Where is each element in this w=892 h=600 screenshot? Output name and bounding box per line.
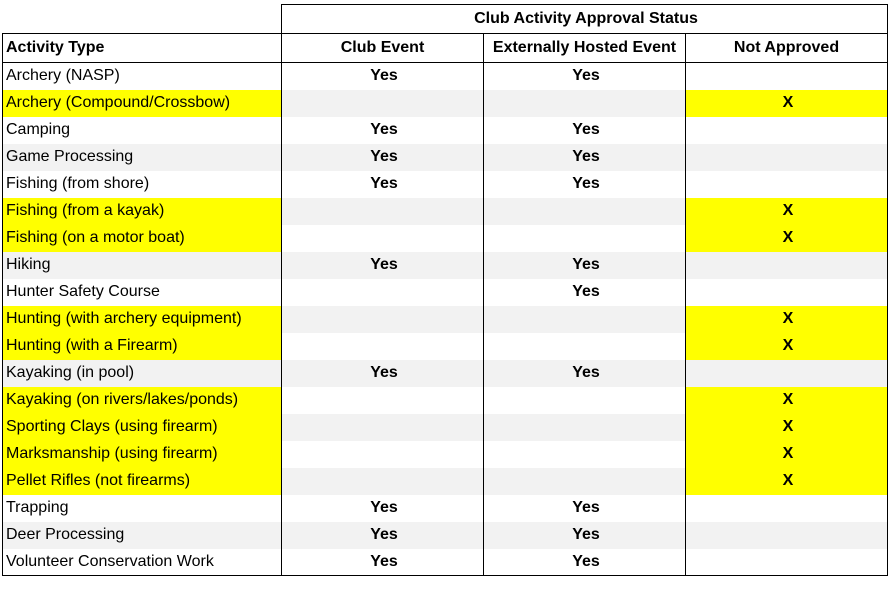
externally-hosted-event-cell: Yes: [484, 117, 686, 144]
club-event-cell: [282, 198, 484, 225]
club-event-cell: [282, 279, 484, 306]
not-approved-cell: [686, 117, 888, 144]
activity-type-cell: Fishing (from a kayak): [3, 198, 282, 225]
column-header-not-approved: Not Approved: [686, 34, 888, 63]
activity-type-cell: Marksmanship (using firearm): [3, 441, 282, 468]
externally-hosted-event-cell: [484, 90, 686, 117]
table-row: [3, 441, 888, 468]
activity-type-cell: Trapping: [3, 495, 282, 522]
activity-type-cell: Archery (Compound/Crossbow): [3, 90, 282, 117]
not-approved-cell: X: [686, 306, 888, 333]
approval-status-table: [2, 4, 888, 576]
not-approved-cell: [686, 252, 888, 279]
club-event-cell: Yes: [282, 360, 484, 387]
activity-type-cell: Hunter Safety Course: [3, 279, 282, 306]
table-row: [3, 171, 888, 198]
column-header-row: [3, 34, 888, 63]
activity-type-cell: Deer Processing: [3, 522, 282, 549]
club-event-cell: [282, 306, 484, 333]
table-row: [3, 144, 888, 171]
not-approved-cell: [686, 495, 888, 522]
externally-hosted-event-cell: Yes: [484, 144, 686, 171]
super-header-title: Club Activity Approval Status: [282, 5, 888, 34]
externally-hosted-event-cell: [484, 387, 686, 414]
activity-type-cell: Kayaking (in pool): [3, 360, 282, 387]
table-row: [3, 198, 888, 225]
club-event-cell: [282, 387, 484, 414]
not-approved-cell: X: [686, 90, 888, 117]
activity-type-cell: Hiking: [3, 252, 282, 279]
table-row: [3, 468, 888, 495]
table-row: [3, 279, 888, 306]
table-row: [3, 117, 888, 144]
not-approved-cell: X: [686, 333, 888, 360]
club-event-cell: [282, 333, 484, 360]
not-approved-cell: [686, 360, 888, 387]
externally-hosted-event-cell: Yes: [484, 252, 686, 279]
externally-hosted-event-cell: Yes: [484, 63, 686, 90]
club-event-cell: Yes: [282, 495, 484, 522]
table-row: [3, 522, 888, 549]
not-approved-cell: [686, 522, 888, 549]
activity-type-cell: Archery (NASP): [3, 63, 282, 90]
club-event-cell: [282, 90, 484, 117]
table-row: [3, 495, 888, 522]
club-event-cell: [282, 468, 484, 495]
not-approved-cell: X: [686, 198, 888, 225]
table-row: [3, 90, 888, 117]
not-approved-cell: X: [686, 441, 888, 468]
not-approved-cell: X: [686, 225, 888, 252]
externally-hosted-event-cell: [484, 198, 686, 225]
activity-type-cell: Fishing (from shore): [3, 171, 282, 198]
externally-hosted-event-cell: [484, 333, 686, 360]
not-approved-cell: [686, 63, 888, 90]
activity-type-cell: Kayaking (on rivers/lakes/ponds): [3, 387, 282, 414]
externally-hosted-event-cell: Yes: [484, 495, 686, 522]
not-approved-cell: [686, 279, 888, 306]
super-header-row: [3, 5, 888, 34]
column-header-activity-type: Activity Type: [3, 34, 282, 63]
not-approved-cell: X: [686, 468, 888, 495]
table-row: [3, 225, 888, 252]
externally-hosted-event-cell: Yes: [484, 171, 686, 198]
blank-corner-cell: [3, 5, 282, 34]
table-row: [3, 360, 888, 387]
activity-type-cell: Camping: [3, 117, 282, 144]
column-header-externally-hosted-event: Externally Hosted Event: [484, 34, 686, 63]
activity-type-cell: Hunting (with a Firearm): [3, 333, 282, 360]
externally-hosted-event-cell: Yes: [484, 522, 686, 549]
not-approved-cell: X: [686, 387, 888, 414]
activity-type-cell: Hunting (with archery equipment): [3, 306, 282, 333]
externally-hosted-event-cell: [484, 306, 686, 333]
externally-hosted-event-cell: [484, 225, 686, 252]
table-row: [3, 549, 888, 576]
club-event-cell: Yes: [282, 117, 484, 144]
externally-hosted-event-cell: Yes: [484, 279, 686, 306]
not-approved-cell: [686, 549, 888, 576]
column-header-club-event: Club Event: [282, 34, 484, 63]
activity-type-cell: Game Processing: [3, 144, 282, 171]
activity-type-cell: Fishing (on a motor boat): [3, 225, 282, 252]
externally-hosted-event-cell: [484, 414, 686, 441]
externally-hosted-event-cell: [484, 468, 686, 495]
externally-hosted-event-cell: Yes: [484, 360, 686, 387]
externally-hosted-event-cell: [484, 441, 686, 468]
externally-hosted-event-cell: Yes: [484, 549, 686, 576]
table-row: [3, 63, 888, 90]
activity-type-cell: Sporting Clays (using firearm): [3, 414, 282, 441]
not-approved-cell: [686, 144, 888, 171]
club-event-cell: Yes: [282, 252, 484, 279]
activity-type-cell: Volunteer Conservation Work: [3, 549, 282, 576]
club-event-cell: Yes: [282, 144, 484, 171]
club-event-cell: Yes: [282, 522, 484, 549]
not-approved-cell: [686, 171, 888, 198]
table-row: [3, 414, 888, 441]
club-event-cell: [282, 441, 484, 468]
table-body: [3, 63, 888, 576]
table-row: [3, 387, 888, 414]
activity-type-cell: Pellet Rifles (not firearms): [3, 468, 282, 495]
club-event-cell: [282, 225, 484, 252]
table-row: [3, 252, 888, 279]
table-row: [3, 333, 888, 360]
not-approved-cell: X: [686, 414, 888, 441]
club-event-cell: Yes: [282, 171, 484, 198]
table-row: [3, 306, 888, 333]
club-event-cell: [282, 414, 484, 441]
club-event-cell: Yes: [282, 549, 484, 576]
club-event-cell: Yes: [282, 63, 484, 90]
